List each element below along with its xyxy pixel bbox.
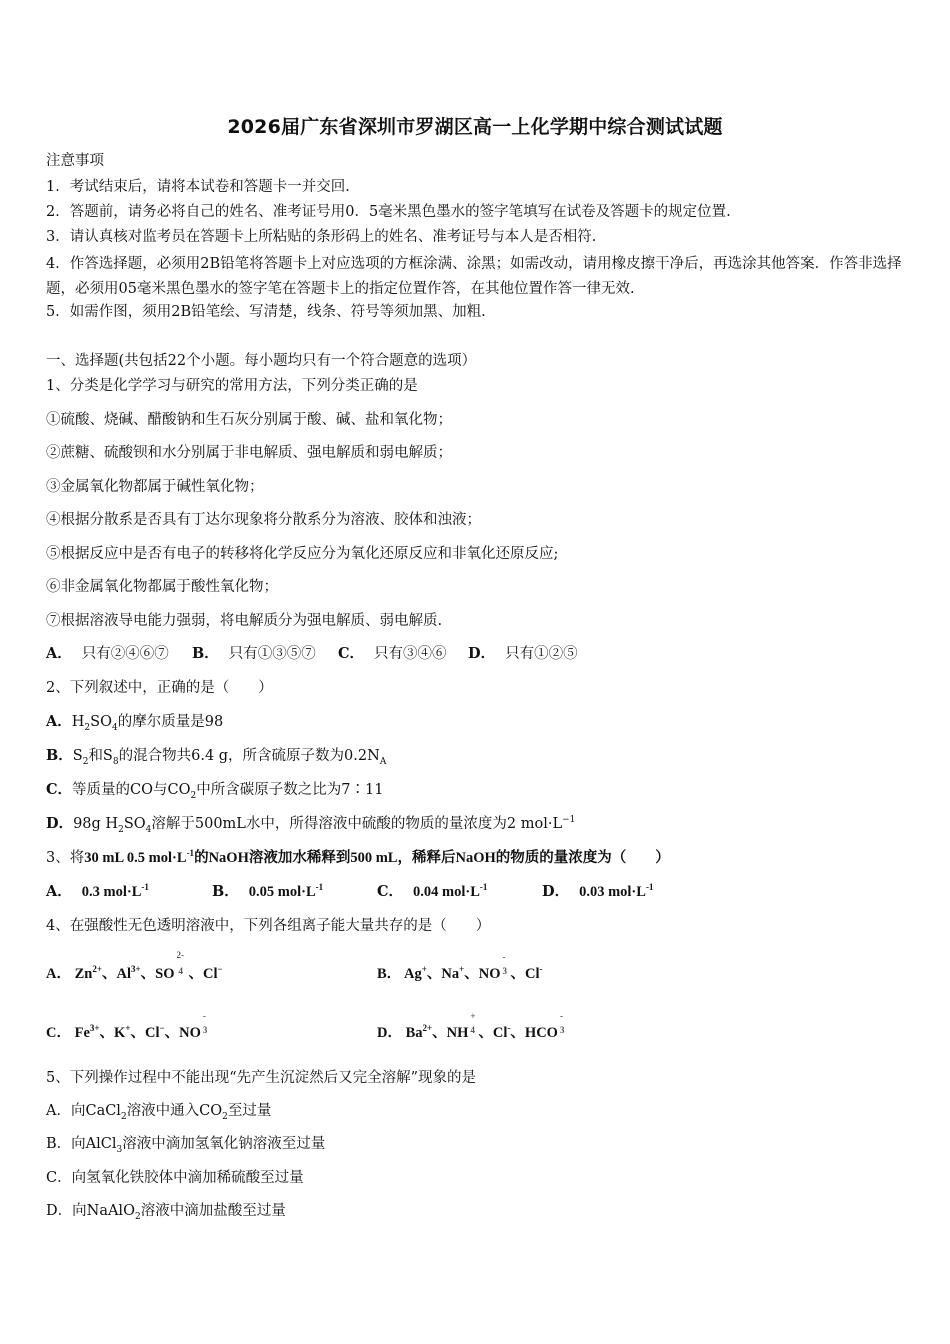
subscript: 2 <box>190 790 197 801</box>
option-value: 0.3 mol·L <box>81 884 142 900</box>
option-label: A． <box>46 883 72 900</box>
charge: + <box>470 1011 476 1021</box>
option-value: 0.05 mol·L <box>248 884 316 900</box>
charge: - <box>559 1011 563 1021</box>
superscript: − <box>217 964 223 975</box>
text: 的物质的量浓度为（ ） <box>495 849 670 866</box>
charge: - <box>502 952 506 962</box>
text: 溶液中通入CO <box>126 1103 223 1119</box>
superscript: + <box>421 964 427 975</box>
notice-item-2: 2．答题前，请务必将自己的姓名、准考证号用0．5毫米黑色墨水的签字笔填写在试卷及答题卡的规定位置. <box>46 204 731 220</box>
option-label: D． <box>377 1025 402 1041</box>
superscript: -1 <box>141 882 149 893</box>
charge: 2- <box>176 950 184 960</box>
subscript: 3 <box>202 1025 208 1035</box>
subscript: 4 <box>145 824 152 835</box>
superscript: − <box>159 1023 165 1034</box>
text: Zn <box>74 966 93 982</box>
superscript: −1 <box>562 815 576 826</box>
page-title: 2026届广东省深圳市罗湖区高一上化学期中综合测试试题 <box>227 116 723 138</box>
notice-item-5: 5．如需作图，须用2B铅笔绘、写清楚，线条、符号等须加黑、加粗. <box>46 304 486 320</box>
notice-item-1: 1．考试结束后，请将本试卷和答题卡一并交回. <box>46 179 350 195</box>
q4-option-a[interactable] <box>46 950 223 983</box>
text: 500 mL <box>350 850 398 866</box>
subscript: 4 <box>178 966 183 976</box>
section-heading: 一、选择题(共包括22个小题。每小题均只有一个符合题意的选项） <box>46 353 477 369</box>
superscript: -1 <box>479 882 488 893</box>
ion-charge-stack <box>174 950 188 978</box>
superscript: -1 <box>186 848 195 859</box>
q1-option-b[interactable] <box>192 644 316 664</box>
subscript: 4 <box>470 1025 475 1035</box>
text: 、Al <box>102 966 131 982</box>
q4-stem: 4、在强酸性无色透明溶液中，下列各组离子能大量共存的是（ ） <box>46 918 491 934</box>
q3-stem <box>46 848 670 868</box>
option-label: A． <box>46 645 72 662</box>
subscript: A <box>379 756 387 767</box>
q1-item-3: ③金属氧化物都属于碱性氧化物； <box>46 479 264 495</box>
q5-option-d[interactable] <box>46 1201 286 1221</box>
text: Ba <box>405 1025 423 1041</box>
text: 中所含碳原子数之比为7∶11 <box>196 782 384 798</box>
text: SO <box>90 714 112 730</box>
superscript: -1 <box>645 882 654 893</box>
option-label: C． <box>46 781 73 798</box>
subscript: 2 <box>222 1111 228 1122</box>
q1-item-2: ②蔗糖、硫酸钡和水分别属于非电解质、强电解质和弱电解质； <box>46 445 452 461</box>
text: D．向NaAlO <box>46 1203 135 1219</box>
option-value: 0.03 mol·L <box>579 884 646 900</box>
text: 溶液中滴加盐酸至过量 <box>140 1203 286 1219</box>
superscript: -1 <box>315 882 324 893</box>
text: 等质量的CO与CO <box>72 782 191 798</box>
text: SO <box>123 816 146 832</box>
q1-option-a[interactable] <box>46 644 169 664</box>
text: S <box>72 748 83 764</box>
superscript: + <box>125 1023 131 1034</box>
text: 3、将 <box>46 850 85 866</box>
q3-option-d[interactable] <box>542 882 653 902</box>
option-label: B． <box>377 966 402 982</box>
option-label: C． <box>377 883 404 900</box>
q1-option-d[interactable] <box>468 644 578 664</box>
text: 、SO <box>140 966 175 982</box>
text: 、NH <box>432 1025 469 1041</box>
superscript: 2+ <box>422 1023 433 1034</box>
q2-option-a[interactable] <box>46 712 223 732</box>
ion-charge-stack <box>558 1011 568 1037</box>
text: NaOH <box>455 850 496 866</box>
q5-stem: 5、下列操作过程中不能出现“先产生沉淀然后又完全溶解”现象的是 <box>46 1070 477 1086</box>
text: 、K <box>99 1025 126 1041</box>
option-text: 只有①③⑤⑦ <box>228 646 316 662</box>
superscript: - <box>507 1023 511 1034</box>
superscript: 2+ <box>92 964 102 975</box>
option-label: B． <box>212 883 239 900</box>
subscript: 4 <box>111 722 118 733</box>
option-text: 只有②④⑥⑦ <box>81 646 169 662</box>
q4-option-b[interactable] <box>377 952 543 983</box>
q1-item-1: ①硫酸、烧碱、醋酸钠和生石灰分别属于酸、碱、盐和氧化物； <box>46 412 452 428</box>
q4-option-c[interactable] <box>46 1011 211 1042</box>
ion-charge-stack <box>501 952 511 978</box>
subscript: 8 <box>112 756 119 767</box>
text: NaOH <box>208 850 249 866</box>
subscript: 2 <box>120 1111 127 1122</box>
text: 的 <box>194 849 209 866</box>
option-label: A． <box>46 966 71 982</box>
q2-option-c[interactable] <box>46 780 383 800</box>
text: 98g H <box>73 816 119 832</box>
text: 、Cl <box>130 1025 160 1041</box>
subscript: 2 <box>118 824 124 835</box>
notice-heading: 注意事项 <box>46 153 104 169</box>
superscript: 3+ <box>89 1023 100 1034</box>
option-label: C． <box>46 1025 71 1041</box>
text: 、HCO <box>510 1025 558 1041</box>
q1-item-5: ⑤根据反应中是否有电子的转移将化学反应分为氧化还原反应和非氧化还原反应; <box>46 546 559 562</box>
text: 、Cl <box>510 966 540 982</box>
q2-stem: 2、下列叙述中，正确的是（ ） <box>46 680 273 696</box>
q4-option-d[interactable] <box>377 1011 568 1042</box>
text: ，稀释后 <box>397 849 456 866</box>
q3-option-c[interactable] <box>377 882 487 902</box>
text: 溶液加水稀释到 <box>248 849 351 866</box>
q1-stem: 1、分类是化学学习与研究的常用方法，下列分类正确的是 <box>46 378 418 394</box>
subscript: 2 <box>82 756 89 767</box>
q1-item-4: ④根据分散系是否具有丁达尔现象将分散系分为溶液、胶体和浊液； <box>46 512 481 528</box>
q5-option-a[interactable] <box>46 1101 271 1121</box>
charge: - <box>202 1011 206 1021</box>
subscript: 3 <box>559 1025 565 1035</box>
text: A．向CaCl <box>46 1103 121 1119</box>
text: H <box>71 714 85 730</box>
ion-charge-stack <box>201 1011 211 1037</box>
ion-charge-stack <box>468 1011 478 1037</box>
option-label: D． <box>468 645 496 662</box>
option-text: 只有①②⑤ <box>505 646 578 662</box>
q3-option-a[interactable] <box>46 882 149 902</box>
q2-option-d[interactable] <box>46 814 575 834</box>
text: 溶液中滴加氢氧化钠溶液至过量 <box>122 1136 326 1152</box>
option-label: A． <box>46 713 72 730</box>
text: 溶解于500mL水中，所得溶液中硫酸的物质的量浓度为2 mol·L <box>151 816 563 832</box>
option-label: B． <box>192 645 219 662</box>
text: Ag <box>404 966 422 982</box>
subscript: 3 <box>502 966 507 976</box>
text: 、Cl <box>188 966 218 982</box>
option-label: C． <box>338 645 365 662</box>
subscript: 2 <box>84 722 91 733</box>
subscript: 2 <box>134 1211 141 1222</box>
q1-item-6: ⑥非金属氧化物都属于酸性氧化物； <box>46 579 278 595</box>
option-label: D． <box>542 883 570 900</box>
q3-option-b[interactable] <box>212 882 323 902</box>
subscript: 3 <box>116 1144 123 1155</box>
q1-option-c[interactable] <box>338 644 447 664</box>
text: 30 mL 0.5 mol·L <box>84 850 187 866</box>
q5-option-b[interactable] <box>46 1134 325 1154</box>
q1-item-7: ⑦根据溶液导电能力强弱，将电解质分为强电解质、弱电解质. <box>46 613 443 629</box>
q2-option-b[interactable] <box>46 746 386 766</box>
text: 和S <box>88 748 113 764</box>
superscript: + <box>459 964 465 975</box>
notice-item-4: 4．作答选择题，必须用2B铅笔将答题卡上对应选项的方框涂满、涂黑；如需改动，请用橡皮擦干净后，再选涂其他答案．作答非选择题，必须用05毫米黑色墨水的签字笔在答题卡上的指定位置作答，在其他位置作答一律无效. <box>46 256 902 297</box>
text: B．向AlCl <box>46 1136 117 1152</box>
text: 、NO <box>464 966 501 982</box>
option-label: D． <box>46 815 74 832</box>
text: 的摩尔质量是98 <box>117 714 224 730</box>
option-text: 只有③④⑥ <box>374 646 447 662</box>
text: 、NO <box>164 1025 201 1041</box>
q5-option-c[interactable]: C．向氢氧化铁胶体中滴加稀硫酸至过量 <box>46 1170 304 1186</box>
notice-item-3: 3．请认真核对监考员在答题卡上所粘贴的条形码上的姓名、准考证号与本人是否相符. <box>46 229 597 245</box>
text: Fe <box>74 1025 90 1041</box>
option-label: B． <box>46 747 73 764</box>
superscript: 3+ <box>131 964 141 975</box>
text: 、Na <box>426 966 460 982</box>
text: 的混合物共6.4 g，所含硫原子数为0.2N <box>118 748 380 764</box>
superscript: - <box>539 964 543 975</box>
text: 、Cl <box>478 1025 508 1041</box>
text: 至过量 <box>227 1103 272 1119</box>
option-value: 0.04 mol·L <box>413 884 480 900</box>
